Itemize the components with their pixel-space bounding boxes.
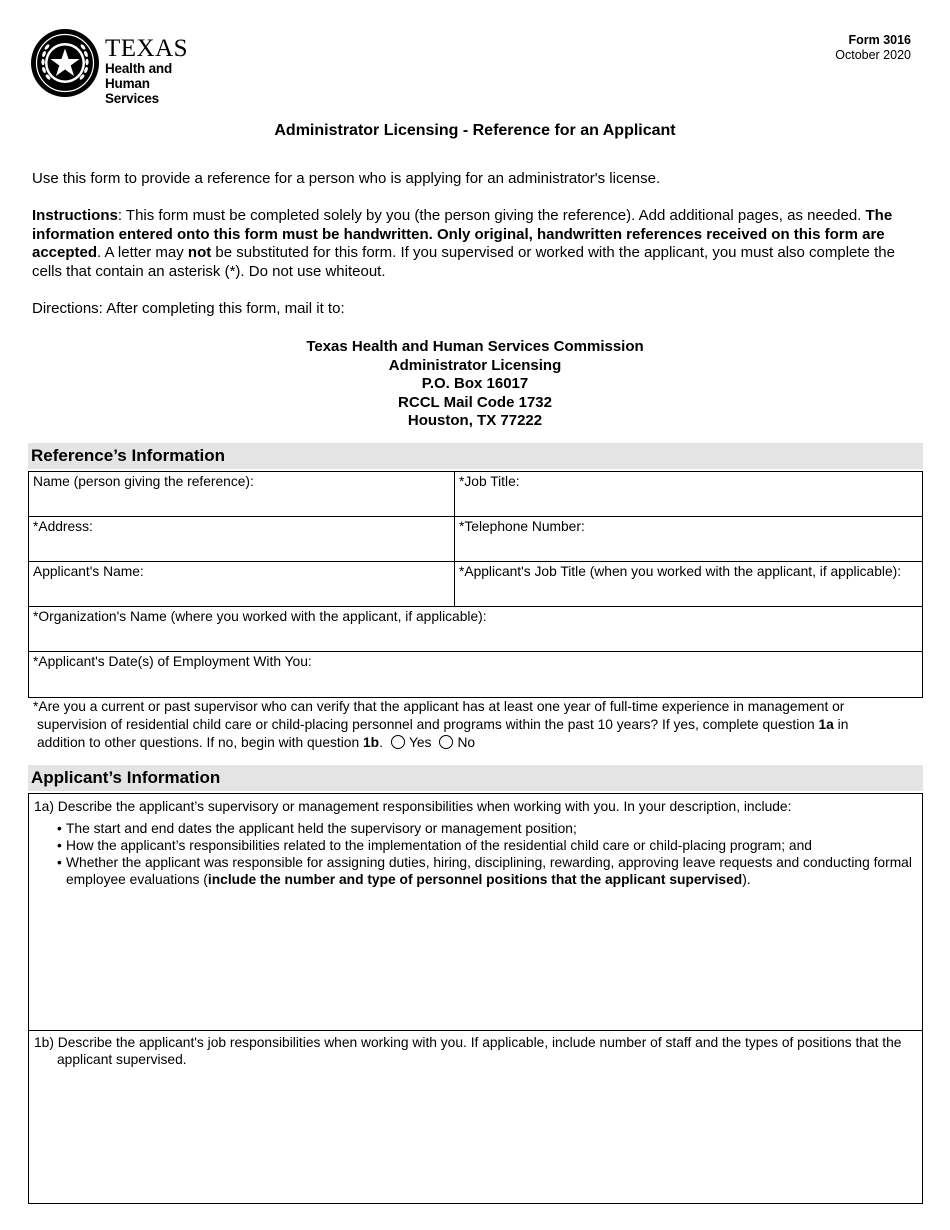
instructions-part3: be substituted for this form. If you supervised or worked with the applicant, you must also complete the cells that contain an asterisk (*). Do not use whiteout. [32, 244, 895, 280]
telephone-label: *Telephone Number: [459, 519, 585, 534]
logo-title: TEXAS [105, 35, 189, 62]
address-line1: Texas Health and Human Services Commission [306, 338, 644, 355]
no-label: No [457, 735, 476, 750]
hhs-logo [30, 28, 215, 106]
instructions-bold2: not [187, 244, 212, 262]
telephone-field[interactable] [455, 517, 922, 561]
page-title: Administrator Licensing - Reference for an Applicant [274, 122, 676, 139]
address-label: *Address: [33, 519, 93, 534]
applicant-name-field[interactable] [29, 562, 455, 606]
reference-section-header: Reference’s Information [28, 443, 923, 469]
applicant-section-header: Applicant’s Information [28, 765, 923, 791]
organization-name-field[interactable] [29, 607, 922, 651]
employment-dates-field[interactable] [29, 652, 922, 697]
bullet3-end: ). [742, 872, 751, 887]
list-item [57, 854, 917, 888]
table-row [29, 652, 922, 697]
bullet3-text: Whether the applicant was responsible for assigning duties, hiring, disciplining, rewarding, approving leave requests and conducting formal employee evaluations ( [66, 855, 912, 887]
mailing-address [0, 338, 950, 431]
texas-seal-icon [30, 28, 100, 98]
logo-subtitle-line1: Health and Human [105, 61, 173, 91]
instructions-bold1: The information entered onto this form must be handwritten. Only original, handwritten references received on this form are accepted [32, 207, 893, 262]
instructions-part1: : This form must be completed solely by you (the person giving the reference). Add additional pages, as needed. [117, 207, 866, 224]
form-date: October 2020 [835, 48, 911, 62]
address-field[interactable] [29, 517, 455, 561]
yes-label: Yes [408, 735, 432, 750]
job-title-field[interactable] [455, 472, 922, 516]
supervisor-question-part4: addition to other questions. If no, begin with question [37, 735, 363, 750]
applicant-job-title-field[interactable] [455, 562, 922, 606]
bullet3-bold: include the number and type of personnel positions that the applicant supervised [207, 872, 743, 887]
reference-name-label: Name (person giving the reference): [33, 474, 254, 489]
address-line2: Administrator Licensing [388, 356, 562, 374]
reference-info-table [28, 471, 923, 698]
question-1b-field[interactable] [29, 1031, 922, 1071]
question-1a-intro: 1a) Describe the applicant’s supervisory or management responsibilities when working with you. In your description, include: [34, 799, 792, 814]
list-item: • How the applicant’s responsibilities related to the implementation of the residential child care or child-placing program; and [57, 837, 917, 854]
organization-name-label: *Organization's Name (where you worked with the applicant, if applicable): [33, 609, 487, 624]
question-1a-field[interactable] [29, 794, 922, 1031]
table-row [29, 562, 922, 607]
instructions-text [32, 207, 912, 281]
address-line3: P.O. Box 16017 [421, 375, 529, 392]
instructions-label: Instructions [32, 207, 118, 224]
job-title-label: *Job Title: [459, 474, 520, 489]
form-meta [835, 33, 911, 63]
instructions-part2: . A letter may [97, 244, 188, 262]
no-radio[interactable] [439, 735, 453, 749]
list-item: • The start and end dates the applicant held the supervisory or management position; [57, 820, 917, 837]
logo-subtitle-line2: Services [105, 91, 159, 106]
supervisor-question-part3: in [833, 717, 849, 732]
supervisor-question-line3 [33, 734, 913, 752]
question-1b-text: 1b) Describe the applicant's job responsibilities when working with you. If applicable, include number of staff and the types of positions that the applicant supervised. [34, 1035, 902, 1067]
question-1b-ref: 1b [362, 735, 380, 750]
applicant-job-title-label: *Applicant's Job Title (when you worked with the applicant, if applicable): [459, 564, 902, 579]
reference-name-field[interactable] [29, 472, 455, 516]
address-line5: Houston, TX 77222 [407, 412, 543, 429]
applicant-info-box [28, 793, 923, 1204]
question-1a-ref: 1a [818, 717, 834, 732]
table-row [29, 517, 922, 562]
intro-text: Use this form to provide a reference for a person who is applying for an administrator's license. [32, 170, 661, 187]
supervisor-question-part5: . [379, 735, 383, 750]
question-1a-list [34, 820, 917, 888]
applicant-name-label: Applicant's Name: [33, 564, 144, 579]
table-row [29, 607, 922, 652]
supervisor-question-line1: *Are you a current or past supervisor who can verify that the applicant has at least one year of full-time experience in management or [33, 699, 845, 714]
supervisor-question [33, 698, 913, 752]
table-row [29, 472, 922, 517]
yes-radio[interactable] [391, 735, 405, 749]
form-number: Form 3016 [848, 33, 911, 47]
supervisor-question-part2: supervision of residential child care or child-placing personnel and programs within the past 10 years? If yes, complete question [37, 717, 819, 732]
employment-dates-label: *Applicant's Date(s) of Employment With You: [33, 654, 312, 669]
directions-text: Directions: After completing this form, mail it to: [32, 300, 345, 317]
supervisor-question-line2 [33, 716, 913, 734]
address-line4: RCCL Mail Code 1732 [398, 393, 552, 411]
